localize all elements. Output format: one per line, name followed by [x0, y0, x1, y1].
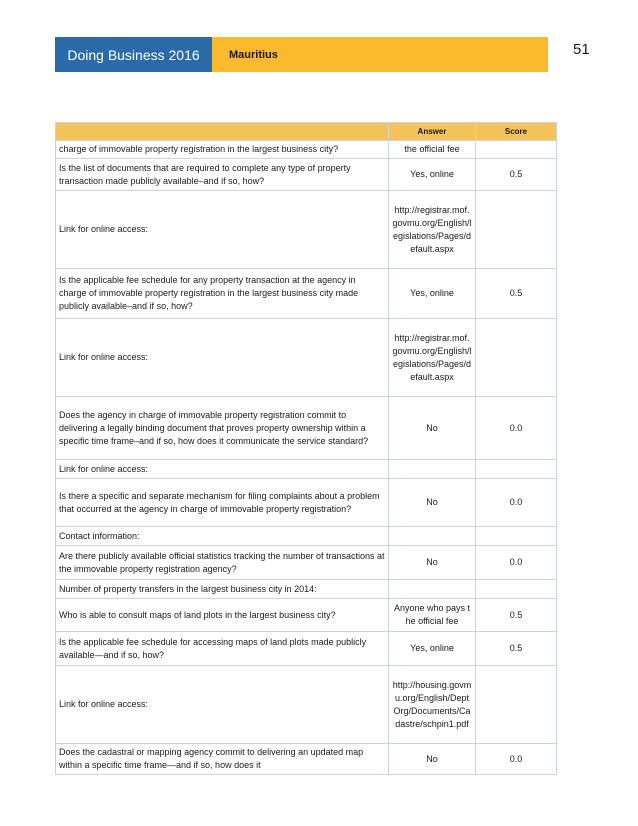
score-cell — [476, 527, 557, 546]
question-cell: Does the cadastral or mapping agency commit to delivering an updated map within a specific time frame—and if so, how does it — [56, 744, 389, 775]
table-header-row — [56, 123, 557, 141]
table-row — [56, 141, 557, 159]
question-cell: Link for online access: — [56, 191, 389, 269]
question-cell: Is the applicable fee schedule for any property transaction at the agency in charge of immovable property registration in the largest business city made publicly available–and if so, how? — [56, 269, 389, 319]
answer-cell: No — [389, 397, 476, 460]
table-row — [56, 460, 557, 479]
score-column-header: Score — [476, 123, 557, 141]
table-row — [56, 269, 557, 319]
answer-cell — [389, 460, 476, 479]
table-row — [56, 479, 557, 527]
question-cell: Link for online access: — [56, 460, 389, 479]
answer-cell — [389, 580, 476, 599]
score-cell: 0.0 — [476, 546, 557, 580]
question-cell: Link for online access: — [56, 319, 389, 397]
table-row — [56, 191, 557, 269]
table-row — [56, 632, 557, 666]
table-row — [56, 546, 557, 580]
answer-cell: Yes, online — [389, 269, 476, 319]
score-cell: 0.5 — [476, 599, 557, 632]
score-cell: 0.0 — [476, 744, 557, 775]
table-row — [56, 397, 557, 460]
question-cell: charge of immovable property registration in the largest business city? — [56, 141, 389, 159]
answer-cell: http://housing.govmu.org/English/DeptOrg/Documents/Cadastre/schpin1.pdf — [389, 666, 476, 744]
score-cell: 0.5 — [476, 159, 557, 191]
answer-cell: No — [389, 546, 476, 580]
score-cell: 0.0 — [476, 397, 557, 460]
answer-cell: Yes, online — [389, 632, 476, 666]
answer-cell: http://registrar.mof.govmu.org/English/legislations/Pages/default.aspx — [389, 191, 476, 269]
question-cell: Is there a specific and separate mechanism for filing complaints about a problem that occurred at the agency in charge of immovable property registration? — [56, 479, 389, 527]
score-cell — [476, 580, 557, 599]
score-cell — [476, 319, 557, 397]
answer-cell: the official fee — [389, 141, 476, 159]
score-cell: 0.5 — [476, 632, 557, 666]
survey-table — [55, 122, 557, 775]
table-body — [56, 141, 557, 775]
country-name: Mauritius — [229, 48, 278, 61]
page-number: 51 — [573, 41, 590, 58]
question-cell: Contact information: — [56, 527, 389, 546]
answer-cell — [389, 527, 476, 546]
table-row — [56, 527, 557, 546]
score-cell — [476, 460, 557, 479]
answer-cell: Anyone who pays the official fee — [389, 599, 476, 632]
question-cell: Are there publicly available official statistics tracking the number of transactions at the immovable property registration agency? — [56, 546, 389, 580]
question-cell: Is the list of documents that are required to complete any type of property transaction made publicly available–and if so, how? — [56, 159, 389, 191]
report-title-banner — [55, 37, 212, 72]
question-cell: Is the applicable fee schedule for accessing maps of land plots made publicly available—and if so, how? — [56, 632, 389, 666]
table-row — [56, 666, 557, 744]
table-row — [56, 159, 557, 191]
table-row — [56, 580, 557, 599]
score-cell — [476, 141, 557, 159]
answer-cell: No — [389, 744, 476, 775]
question-cell: Who is able to consult maps of land plots in the largest business city? — [56, 599, 389, 632]
question-cell: Number of property transfers in the largest business city in 2014: — [56, 580, 389, 599]
answer-cell: No — [389, 479, 476, 527]
answer-cell: Yes, online — [389, 159, 476, 191]
score-cell: 0.0 — [476, 479, 557, 527]
score-cell — [476, 191, 557, 269]
question-cell: Does the agency in charge of immovable property registration commit to delivering a legally binding document that proves property ownership within a specific time frame–and if so, how does it communicate the service standard? — [56, 397, 389, 460]
table-row — [56, 744, 557, 775]
answer-column-header: Answer — [389, 123, 476, 141]
question-column-header — [56, 123, 389, 141]
table-row — [56, 599, 557, 632]
question-cell: Link for online access: — [56, 666, 389, 744]
score-cell: 0.5 — [476, 269, 557, 319]
answer-cell: http://registrar.mof.govmu.org/English/legislations/Pages/default.aspx — [389, 319, 476, 397]
country-banner — [212, 37, 548, 72]
report-title: Doing Business 2016 — [67, 46, 200, 63]
score-cell — [476, 666, 557, 744]
table-row — [56, 319, 557, 397]
